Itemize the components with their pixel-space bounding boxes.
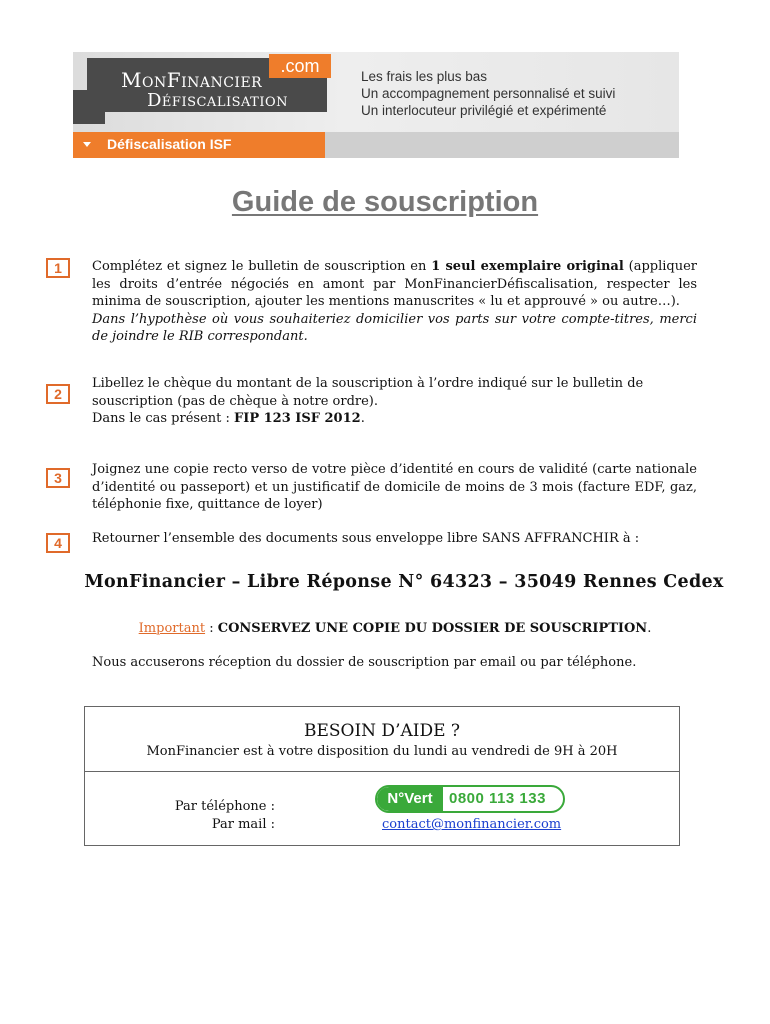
important-notice: [0, 621, 770, 636]
step-2-bold: FIP 123 ISF 2012: [234, 411, 361, 426]
step-2-text-c: .: [360, 411, 365, 426]
step-1-text-b: (appliquer les droits d’entrée négociés en amont par MonFinancierDéfiscalisation, respecter les minima de souscription, ajouter les mentions manuscrites « lu et approuvé » ou autre…).: [92, 259, 697, 309]
important-end: .: [647, 621, 652, 636]
tagline-2: Un accompagnement personnalisé et suivi: [361, 86, 616, 101]
reception-note: Nous accuserons réception du dossier de souscription par email ou par téléphone.: [92, 655, 637, 670]
header-banner: [73, 52, 679, 158]
nav-bar-label: Défiscalisation ISF: [107, 136, 232, 152]
help-divider: [85, 771, 679, 772]
step-3-text: [92, 461, 697, 514]
step-3-text-a: Joignez une copie recto verso de votre pièce d’identité en cours de validité (carte nationale d’identité ou passeport) et un justificatif de domicile de moins de 3 mois (facture EDF, gaz, téléphonie fixe, quittance de loyer): [92, 462, 697, 512]
phone-number: 0800 113 133: [449, 790, 546, 807]
step-2-text-b: Dans le cas présent :: [92, 411, 235, 426]
step-2-text: [92, 375, 652, 428]
help-title: BESOIN D’AIDE ?: [303, 721, 461, 741]
numero-vert-badge[interactable]: [375, 785, 565, 813]
phone-label: Par téléphone :: [174, 799, 275, 814]
help-subtitle: MonFinancier est à votre disposition du lundi au vendredi de 9H à 20H: [146, 744, 618, 759]
step-4-text: [92, 530, 697, 548]
help-box: [84, 706, 680, 846]
logo-com-badge: .com: [269, 54, 331, 78]
step-1-text: [92, 258, 697, 346]
nav-bar-defiscalisation-isf[interactable]: [73, 132, 325, 158]
caret-down-icon: [83, 142, 91, 147]
step-number-3: 3: [46, 468, 70, 488]
email-link[interactable]: contact@monfinancier.com: [382, 817, 562, 832]
step-1-italic: Dans l’hypothèse où vous souhaiteriez domicilier vos parts sur votre compte-titres, merci de joindre le RIB correspondant.: [92, 311, 697, 344]
return-address: MonFinancier – Libre Réponse N° 64323 – 35049 Rennes Cedex: [84, 572, 724, 592]
numero-vert-tag: N°Vert: [377, 787, 443, 811]
tagline-3: Un interlocuteur privilégié et expérimenté: [361, 103, 607, 118]
step-number-4: 4: [46, 533, 70, 553]
important-link[interactable]: Important: [138, 621, 206, 636]
step-number-2: 2: [46, 384, 70, 404]
step-number-1: 1: [46, 258, 70, 278]
page-title: Guide de souscription: [231, 186, 539, 218]
important-sep: :: [205, 621, 218, 636]
banner-bar-fill: [325, 132, 679, 158]
step-4-text-a: Retourner l’ensemble des documents sous enveloppe libre SANS AFFRANCHIR à :: [92, 531, 640, 546]
important-bold: CONSERVEZ UNE COPIE DU DOSSIER DE SOUSCRIPTION: [217, 621, 648, 636]
logo-line2: Défiscalisation: [147, 90, 289, 111]
tagline-1: Les frais les plus bas: [361, 69, 488, 84]
step-1-text-a: Complétez et signez le bulletin de souscription en: [92, 259, 432, 274]
step-1-bold: 1 seul exemplaire original: [431, 259, 624, 274]
logo-line1: MonFinancier: [121, 68, 263, 92]
mail-label: Par mail :: [211, 817, 275, 832]
step-2-text-a: Libellez le chèque du montant de la souscription à l’ordre indiqué sur le bulletin de souscription (pas de chèque à notre ordre).: [92, 376, 644, 409]
